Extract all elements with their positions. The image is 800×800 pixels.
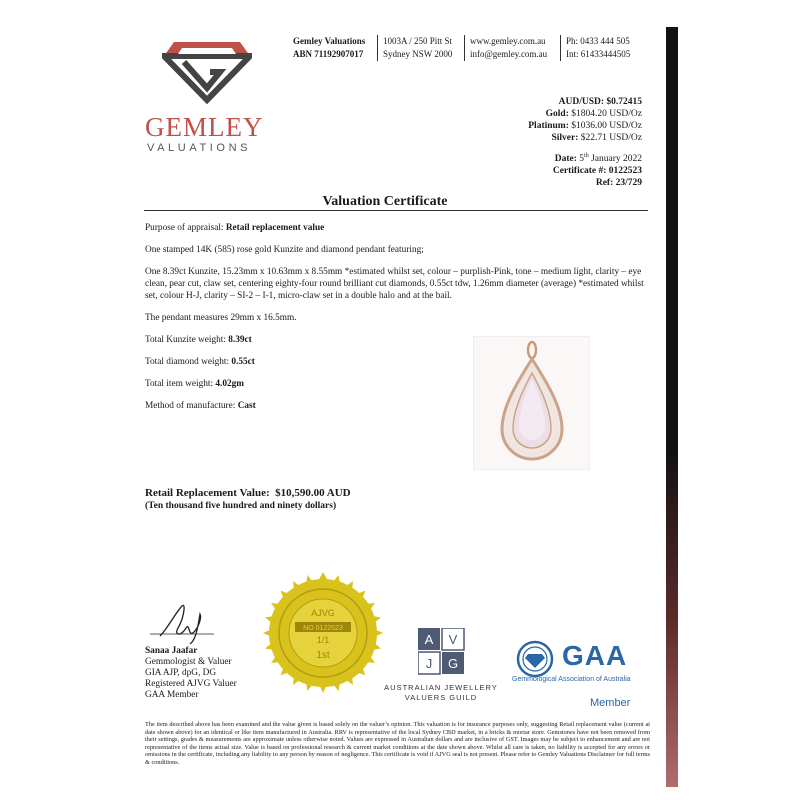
email-link[interactable]: info@gemley.com.au xyxy=(470,49,548,59)
disclaimer-text: The item described above has been examined and the value given is based solely on the valuer’s opinion. This valuation is for insurance purposes only, suggesting Retail replacement value (current at date shown above) for an identical or like item manufactured in Australia. RRV is representative of the local Sydney CBD market, in a bricks & mortar store. Gemstones have not been removed from their settings, grades & measurements are approximate unless otherwise noted. Values are expressed in Australian dollars and are inclusive of GST. Images may be subject to enhancement and are not representative of the items actual size. Value is based on professional research & current market conditions at the date shown above. Whilst all care is taken, no liability is accepted for any errors or omissions in the certificate, including any liability to any person by reason of negligence. This certificate is void if AJVG seal is not present. Please refer to Gemley Valuations Disclaimer for full terms & conditions. xyxy=(145,721,650,766)
certificate-ref: Ref: 23/729 xyxy=(595,178,642,189)
phone-number: Ph: 0433 444 505 xyxy=(566,36,630,46)
gaa-emblem-icon xyxy=(514,640,556,678)
address-line-2: Sydney NSW 2000 xyxy=(383,49,453,59)
header-company xyxy=(293,35,365,61)
seal-number: NO 0122523 xyxy=(303,625,343,632)
retail-value-words: (Ten thousand five hundred and ninety dollars) xyxy=(145,501,337,511)
ajvg-letter-v: V xyxy=(448,632,458,647)
ajvg-logo xyxy=(418,628,466,678)
metal-rates xyxy=(528,96,642,144)
signer-membership: GAA Member xyxy=(145,690,199,700)
manufacture-method: Method of manufacture: Cast xyxy=(145,401,256,411)
address-line-1: 1003A / 250 Pitt St xyxy=(383,36,453,46)
header-divider xyxy=(560,35,561,61)
pendant-photo xyxy=(473,336,590,470)
purpose-line: Purpose of appraisal: Retail replacement value xyxy=(145,223,325,233)
rate-platinum: Platinum: $1036.00 USD/Oz xyxy=(528,121,642,131)
rate-aud-usd: AUD/USD: $0.72415 xyxy=(558,97,642,107)
ajvg-seal xyxy=(262,572,384,694)
gaa-name: GAA xyxy=(562,640,628,671)
header-divider xyxy=(464,35,465,61)
certificate-number: Certificate #: 0122523 xyxy=(552,166,642,177)
diamond-logo-icon xyxy=(162,38,252,104)
signer-block xyxy=(145,646,237,701)
ajvg-letter-g: G xyxy=(447,656,459,671)
item-description: One 8.39ct Kunzite, 15.23mm x 10.63mm x 8.55mm *estimated whilst set, colour – purplish-Pink, tone – medium light, clarity – eye clean, pear cut, claw set, centering eighty-four round brilliant cut diamonds, 0.55ct tdw, 1.26mm diameter (average) *estimated whilst set, colour H-J, clarity – SI-2 – I-1, micro-claw set in a double halo and at the bail. xyxy=(145,267,644,301)
gaa-member-label: Member xyxy=(590,697,631,709)
seal-mark: 1st xyxy=(316,650,330,661)
intl-phone-number: Int: 61433444505 xyxy=(566,49,631,59)
title-divider xyxy=(144,210,648,211)
signer-name: Sanaa Jaafar xyxy=(145,646,198,656)
company-abn: ABN 71192907017 xyxy=(293,49,364,59)
ajvg-name: AUSTRALIAN JEWELLERY VALUERS GUILD xyxy=(384,683,498,702)
seal-title: AJVG xyxy=(311,608,335,618)
item-intro: One stamped 14K (585) rose gold Kunzite and diamond pendant featuring; xyxy=(145,245,424,255)
signer-qualifications: GIA AJP, dpG, DG xyxy=(145,668,217,678)
pendant-image-icon xyxy=(474,337,589,469)
seal-count: 1/1 xyxy=(316,635,330,645)
item-measurements: The pendant measures 29mm x 16.5mm. xyxy=(145,313,297,323)
item-weight: Total item weight: 4.02gm xyxy=(145,379,245,389)
header-address xyxy=(383,35,452,61)
header-web xyxy=(470,35,547,61)
kunzite-weight: Total Kunzite weight: 8.39ct xyxy=(145,335,252,345)
gaa-full-name: Gemmological Association of Australia xyxy=(512,676,631,683)
decorative-side-bar xyxy=(666,27,678,787)
signer-title: Gemmologist & Valuer xyxy=(145,657,232,667)
logo-name: GEMLEY xyxy=(145,112,264,142)
ajvg-letter-a: A xyxy=(424,632,434,647)
certificate-meta xyxy=(553,150,642,189)
ajvg-letter-j: J xyxy=(425,656,433,671)
logo-subtitle: VALUATIONS xyxy=(147,142,252,154)
header-divider xyxy=(377,35,378,61)
signature xyxy=(150,598,220,648)
header-phone xyxy=(566,35,630,61)
company-name: Gemley Valuations xyxy=(293,36,366,46)
certificate-date: Date: 5th January 2022 xyxy=(554,153,642,165)
retail-value: Retail Replacement Value: $10,590.00 AUD xyxy=(145,487,351,499)
rate-silver: Silver: $22.71 USD/Oz xyxy=(551,133,642,143)
signer-registration: Registered AJVG Valuer xyxy=(145,679,237,689)
rate-gold: Gold: $1804.20 USD/Oz xyxy=(545,109,642,119)
page-title: Valuation Certificate xyxy=(322,194,448,209)
website-link[interactable]: www.gemley.com.au xyxy=(470,36,546,46)
diamond-weight: Total diamond weight: 0.55ct xyxy=(145,357,255,367)
